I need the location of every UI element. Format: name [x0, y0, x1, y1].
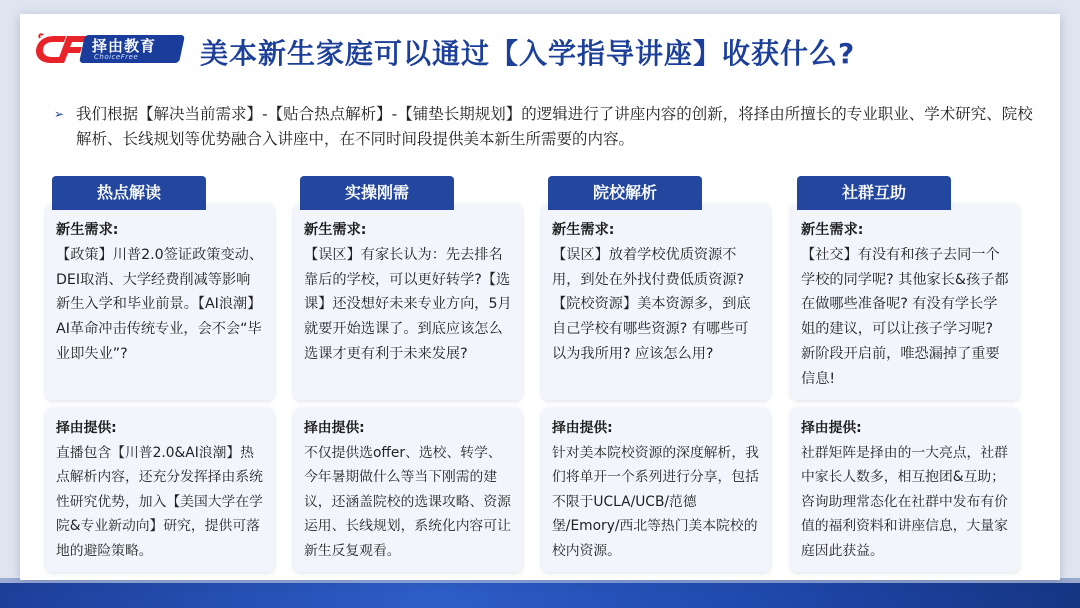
need-text: 【误区】放着学校优质资源不用，到处在外找付费低质资源?【院校资源】美本资源多，到底自己学校有哪些资源? 有哪些可以为我所用? 应该怎么用? — [552, 246, 751, 362]
offer-text: 社群矩阵是择由的一大亮点，社群中家长人数多，相互抱团&互助；咨询助理常态化在社群中发布有价值的福利资料和讲座信息，大量家庭因此获益。 — [801, 444, 1008, 559]
bottom-decor-band — [0, 578, 1080, 608]
need-label: 新生需求: — [304, 222, 367, 238]
arrow-bullet-icon: ➢ — [54, 107, 65, 121]
offer-text: 针对美本院校资源的深度解析，我们将单开一个系列进行分享，包括不限于UCLA/UCB/范德堡/Emory/西北等热门美本院校的校内资源。 — [552, 444, 759, 559]
intro-paragraph — [54, 102, 1034, 152]
offer-text: 不仅提供选offer、选校、转学、今年暑期做什么等当下刚需的建议，还涵盖院校的选课攻略、资源运用、长线规划，系统化内容可让新生反复观看。 — [304, 444, 511, 559]
need-text: 【社交】有没有和孩子去同一个学校的同学呢? 其他家长&孩子都在做哪些准备呢? 有没有学长学姐的建议，可以让孩子学习呢? 新阶段开启前，唯恐漏掉了重要信息! — [801, 246, 1009, 387]
column-hot-topics — [46, 176, 274, 572]
column-community — [791, 176, 1019, 572]
need-card — [791, 204, 1019, 400]
need-card — [542, 204, 770, 400]
choicefree-logo — [34, 30, 182, 68]
column-school-analysis — [542, 176, 770, 572]
offer-label: 择由提供: — [56, 420, 117, 436]
logo-subtitle: ChoiceFree — [94, 53, 139, 61]
column-practical-needs — [294, 176, 522, 572]
offer-card — [46, 408, 274, 572]
need-text: 【误区】有家长认为：先去排名靠后的学校，可以更好转学?【选课】还没想好未来专业方向，5月就要开始选课了。到底应该怎么选课才更有利于未来发展? — [304, 246, 512, 362]
column-heading: 热点解读 — [52, 176, 206, 210]
offer-card — [542, 408, 770, 572]
need-text: 【政策】川普2.0签证政策变动、DEI取消、大学经费削减等影响新生入学和毕业前景。【AI浪潮】AI革命冲击传统专业，会不会“毕业即失业”? — [56, 246, 264, 362]
page-title: 美本新生家庭可以通过【入学指导讲座】收获什么? — [200, 37, 856, 70]
slide — [20, 14, 1060, 580]
offer-text: 直播包含【川普2.0&AI浪潮】热点解析内容，还充分发挥择由系统性研究优势，加入【美国大学在学院&专业新动向】研究，提供可落地的避险策略。 — [56, 444, 263, 559]
offer-card — [791, 408, 1019, 572]
need-card — [294, 204, 522, 400]
offer-label: 择由提供: — [304, 420, 365, 436]
column-heading: 院校解析 — [548, 176, 702, 210]
intro-text: 我们根据【解决当前需求】-【贴合热点解析】-【铺垫长期规划】的逻辑进行了讲座内容的创新，将择由所擅长的专业职业、学术研究、院校解析、长线规划等优势融合入讲座中，在不同时间段提供美本新生所需要的内容。 — [76, 105, 1033, 148]
column-heading: 社群互助 — [797, 176, 951, 210]
logo-name: 择由教育 — [92, 37, 157, 55]
offer-card — [294, 408, 522, 572]
need-card — [46, 204, 274, 400]
need-label: 新生需求: — [801, 222, 864, 238]
column-heading: 实操刚需 — [300, 176, 454, 210]
offer-label: 择由提供: — [552, 420, 613, 436]
need-label: 新生需求: — [56, 222, 119, 238]
need-label: 新生需求: — [552, 222, 615, 238]
offer-label: 择由提供: — [801, 420, 862, 436]
